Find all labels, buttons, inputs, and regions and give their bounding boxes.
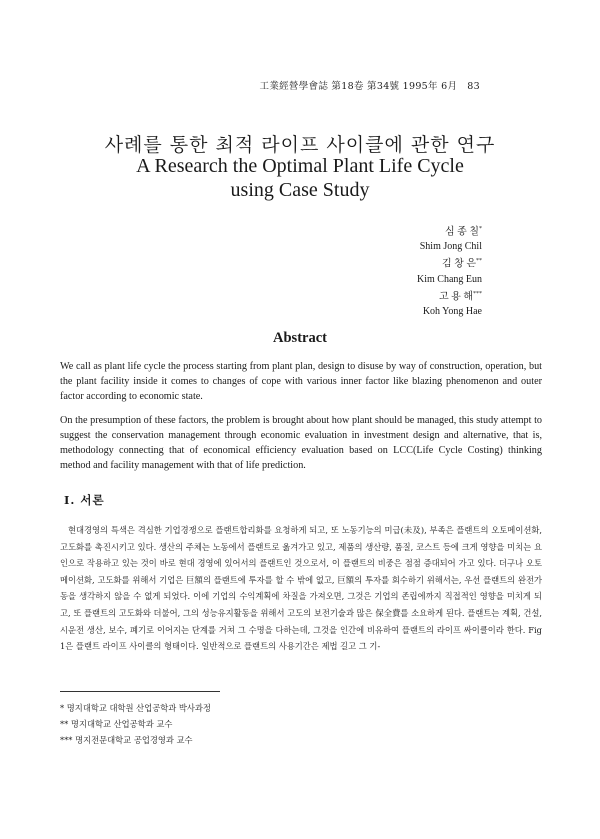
introduction-paragraph: 현대경영의 특색은 격심한 기업경쟁으로 플랜트합리화를 요청하게 되고, 또 노동기능의 미급(未及), 부족은 플랜트의 오토메이션화, 고도화를 촉진시키고 있다. 생산의 주체는 노동에서 플랜트로 옮겨가고 있고, 제품의 생산량, 품질, 코스트 등에 크게 영향을 미치는 요인으로 작용하고 있는 것이 바로 현대 경영에 있어서의 플랜트인 것으로서, 이 플랜트의 비중은 점점 증대되어 가고 있다. 더구나 오토메이션화, 고도화를 위해서 기업은 巨額의 플랜트에 투자를 할 수 밖에 없고, 巨額의 투자를 회수하기 위해서는, 우선 플랜트의 완전가동을 생각하지 않을 수 없게 되었다. 이에 기업의 수익계획에 차질을 가져오면, 그것은 기업의 존립에까지 직접적인 영향을 미치게 되고, 또 플랜트의 고도화와 더불어, 그의 성능유지활동을 위해서 고도의 보전기술과 많은 保全費를 소요하게 된다. 플랜트는 계획, 건설, 시운전 생산, 보수, 폐기로 이어지는 단계를 거쳐 그 수명을 다하는데, 그것을 인간에 비유하여 플랜트의 라이프 싸이클이라 한다. Fig 1은 플랜트 라이프 사이클의 형태이다. 일반적으로 플랜트의 사용기간은 제법 길고 그 기- bbox=[60, 525, 542, 652]
author-1-english: Shim Jong Chil bbox=[419, 241, 482, 253]
footnote-3: *** 명지전문대학교 공업경영과 교수 bbox=[60, 735, 193, 745]
author-list bbox=[417, 222, 482, 319]
abstract-paragraph-1: We call as plant life cycle the process starting from plant plan, design to disuse by way of construction, operation, but the plant facility inside it comes to changes of cope with various inner factor like blazing phenomenon and outer factor according to economic state. bbox=[60, 361, 542, 402]
abstract-heading: Abstract bbox=[273, 330, 327, 346]
abstract-paragraph-2: On the presumption of these factors, the problem is brought about how plant should be managed, this study attempt to suggest the conservation management through economic evaluation in investment design and alternative, that is, methodology connecting that of economical efficiency evaluation based on LCC(Life Cycle Costing) thinking method and facility management with that of life prediction. bbox=[60, 415, 542, 471]
english-title-line-1: A Research the Optimal Plant Life Cycle bbox=[136, 155, 464, 177]
author-2-english: Kim Chang Eun bbox=[417, 273, 482, 285]
author-1-korean: 심 종 칠* bbox=[445, 226, 482, 238]
korean-title: 사례를 통한 최적 라이프 사이클에 관한 연구 bbox=[104, 134, 496, 156]
journal-info: 工業經營學會誌 第18卷 第34號 1995年 6月 bbox=[259, 81, 458, 92]
footnotes bbox=[60, 700, 460, 748]
footnote-1: * 명지대학교 대학원 산업공학과 박사과정 bbox=[60, 703, 211, 713]
section-heading-introduction: I. 서론 bbox=[64, 493, 105, 507]
english-title-line-2: using Case Study bbox=[230, 179, 370, 201]
footnote-2: ** 명지대학교 산업공학과 교수 bbox=[60, 719, 173, 729]
running-head bbox=[0, 78, 480, 92]
footnote-divider bbox=[60, 691, 220, 692]
author-2-korean: 김 창 은** bbox=[442, 258, 482, 270]
english-title bbox=[0, 154, 600, 202]
abstract-body bbox=[60, 360, 542, 484]
page-number: 83 bbox=[467, 81, 480, 92]
author-3-english: Koh Yong Hae bbox=[422, 305, 482, 317]
introduction-body bbox=[60, 522, 542, 655]
author-3-korean: 고 용 해*** bbox=[439, 290, 482, 302]
